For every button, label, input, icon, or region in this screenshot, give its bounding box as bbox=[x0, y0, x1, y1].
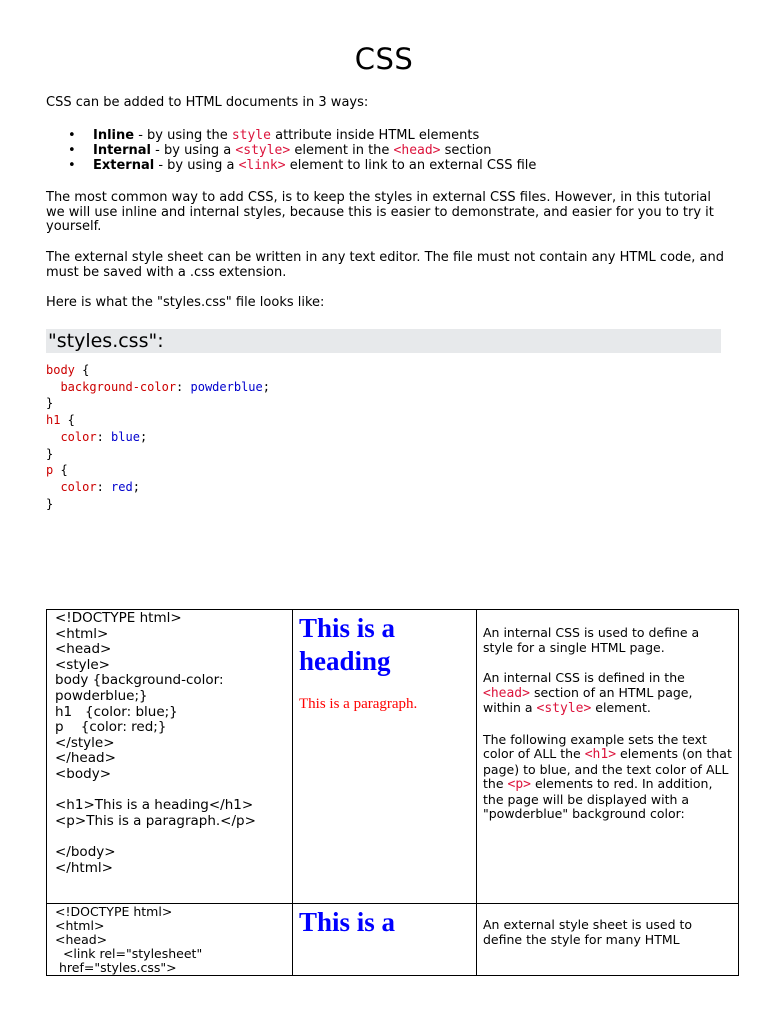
desc-text: The following example sets the text color of ALL the bbox=[483, 731, 707, 761]
description-cell bbox=[477, 904, 739, 976]
file-label-bar: "styles.css": bbox=[46, 329, 721, 353]
html-source-code: <!DOCTYPE html> <html> <head> <link rel="stylesheet" href="styles.css"> bbox=[55, 904, 203, 975]
css-value: powderblue bbox=[190, 379, 263, 394]
html-source-code: <!DOCTYPE html> <html> <head> <style> body {background-color: powderblue;} h1 {color: blue;} p {color: red;} </style> </head> <body> <h1>This is a heading</h1> <p>This is a paragraph.</p> </body> </html> bbox=[55, 610, 256, 876]
list-item bbox=[46, 158, 536, 173]
desc-text: element. bbox=[591, 700, 651, 715]
table-row bbox=[47, 904, 739, 976]
desc-paragraph: An internal CSS is used to define a style for a single HTML page. bbox=[483, 625, 700, 655]
way-text: element in the bbox=[290, 143, 394, 158]
desc-text: section of an HTML page, within a bbox=[483, 684, 693, 715]
bullet-icon: • bbox=[68, 143, 76, 158]
way-text: - by using a bbox=[151, 143, 236, 158]
paragraph-text-editor: The external style sheet can be written in any text editor. The file must not contain any HTML code, and must be saved with a .css extension. bbox=[46, 250, 724, 280]
inline-code: <head> bbox=[393, 143, 441, 158]
css-brace: } bbox=[46, 496, 54, 511]
example-table bbox=[46, 609, 739, 976]
way-name: Internal bbox=[93, 143, 152, 158]
table-row bbox=[47, 610, 739, 904]
html-source-cell bbox=[47, 904, 293, 976]
desc-paragraph: An external style sheet is used to define the style for many HTML bbox=[483, 917, 693, 947]
css-property: color bbox=[60, 479, 97, 494]
bullet-icon: • bbox=[68, 158, 76, 173]
css-value: red bbox=[111, 479, 133, 494]
page-title: CSS bbox=[354, 42, 414, 76]
desc-paragraph bbox=[483, 671, 732, 717]
demo-heading: This is a heading bbox=[299, 613, 396, 676]
css-property: background-color bbox=[60, 379, 177, 394]
demo-paragraph: This is a paragraph. bbox=[299, 696, 418, 712]
desc-text: elements to red. In addition, the page will be displayed with a "powderblue" background color: bbox=[483, 776, 713, 821]
description-cell bbox=[477, 610, 739, 904]
css-property: color bbox=[60, 429, 97, 444]
css-selector: h1 bbox=[46, 413, 61, 428]
desc-paragraph bbox=[483, 733, 732, 822]
way-name: External bbox=[93, 158, 155, 173]
css-brace: { bbox=[60, 413, 75, 428]
way-text: element to link to an external CSS file bbox=[285, 158, 537, 173]
css-brace: } bbox=[46, 446, 54, 461]
css-code-block: body { background-color: powderblue; } h1 { color: blue; } p { color: red; } bbox=[46, 363, 270, 511]
inline-code: style bbox=[231, 128, 271, 143]
inline-code: <h1> bbox=[584, 747, 617, 762]
css-brace: } bbox=[46, 396, 54, 411]
list-item bbox=[46, 128, 536, 143]
way-name: Inline bbox=[93, 128, 135, 143]
inline-code: <p> bbox=[507, 777, 531, 792]
css-selector: body bbox=[46, 363, 75, 377]
rendered-output-cell bbox=[293, 904, 477, 976]
demo-heading: This is a bbox=[299, 907, 396, 937]
desc-text: elements (on that page) to blue, and the text color of ALL the bbox=[483, 746, 732, 791]
paragraph-styles-intro: Here is what the "styles.css" file looks like: bbox=[46, 295, 325, 310]
way-text: attribute inside HTML elements bbox=[270, 128, 480, 143]
way-text: - by using the bbox=[134, 128, 232, 143]
list-item bbox=[46, 143, 536, 158]
way-text: - by using a bbox=[154, 158, 239, 173]
desc-text: An internal CSS is defined in the bbox=[483, 670, 685, 685]
css-brace: { bbox=[53, 463, 68, 478]
html-source-cell bbox=[47, 610, 293, 904]
ways-list bbox=[46, 128, 536, 173]
inline-code: <head> bbox=[483, 685, 530, 701]
inline-code: <style> bbox=[536, 701, 592, 716]
way-text: section bbox=[440, 143, 492, 158]
rendered-output-cell bbox=[293, 610, 477, 904]
css-value: blue bbox=[111, 429, 140, 444]
css-brace: { bbox=[74, 363, 90, 377]
inline-code: <link> bbox=[238, 158, 286, 173]
inline-code: <style> bbox=[235, 143, 291, 158]
intro-text: CSS can be added to HTML documents in 3 ways: bbox=[46, 95, 369, 110]
css-selector: p bbox=[46, 463, 54, 478]
paragraph-external-files: The most common way to add CSS, is to keep the styles in external CSS files. However, in this tutorial we will use inline and internal styles, because this is easier to demonstrate, and easier for you to try it yourself. bbox=[46, 190, 714, 234]
bullet-icon: • bbox=[68, 128, 76, 143]
